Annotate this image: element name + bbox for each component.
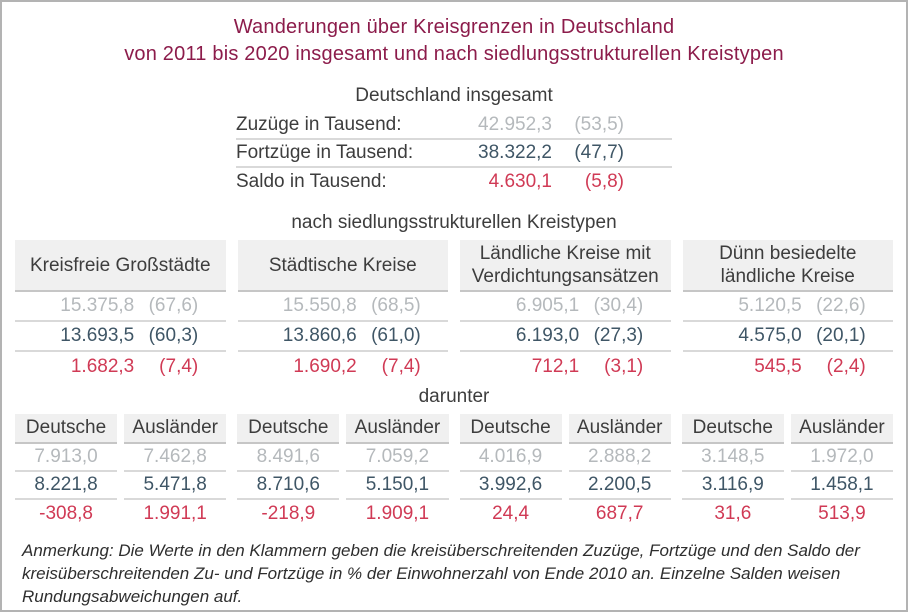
footnote: Anmerkung: Die Werte in den Klammern geben die kreisüberschreitenden Zuzüge, Fortzüge und den Saldo der kreisüberschreitenden Zu- und Fortzüge in % der Einwohnerzahl von Ende 2010 an. Einzelne Salden weisen Rundungsabweichungen auf.: [22, 541, 860, 606]
subcolumn-header: Ausländer: [569, 414, 671, 444]
subcolumn-header: Ausländer: [346, 414, 448, 444]
saldo-value: 513,9: [818, 503, 866, 524]
darunter-group-1: [15, 414, 226, 528]
fortzuege-row: [238, 322, 449, 352]
zuzuege-pct: (68,5): [371, 295, 421, 316]
zuzuege-row: [238, 292, 449, 322]
saldo-value: 24,4: [492, 503, 530, 524]
saldo-value: -308,8: [39, 503, 93, 524]
zuzuege-value: 42.952,3: [478, 114, 552, 135]
zuzuege-value: 15.550,8: [282, 295, 357, 316]
saldo-row: [15, 352, 226, 382]
saldo-value: 1.909,1: [365, 503, 430, 524]
saldo-row: [238, 352, 449, 382]
zuzuege-pct: (67,6): [148, 295, 199, 316]
germany-total-table: [236, 112, 672, 196]
column-kreisfreie-grossstaedte: [15, 240, 226, 382]
fortzuege-value: 2.200,5: [569, 472, 671, 500]
subcolumn-deutsche: [682, 414, 784, 528]
fortzuege-value: 13.860,6: [282, 325, 357, 346]
zuzuege-pct: (30,4): [593, 295, 644, 316]
fortzuege-pct: (61,0): [371, 325, 421, 346]
saldo-label: Saldo in Tausend:: [236, 171, 387, 192]
saldo-row: [236, 168, 672, 196]
fortzuege-value: 5.150,1: [346, 472, 448, 500]
saldo-pct: (7,4): [381, 356, 421, 377]
column-header: Städtische Kreise: [238, 240, 449, 292]
fortzuege-value: 6.193,0: [515, 325, 580, 346]
title-line-1: Wanderungen über Kreisgrenzen in Deutschland: [233, 16, 675, 38]
fortzuege-row: [683, 322, 894, 352]
saldo-row: [460, 352, 671, 382]
zuzuege-value: 4.016,9: [460, 444, 562, 472]
kreistypen-heading: nach siedlungsstrukturellen Kreistypen: [291, 212, 617, 233]
fortzuege-pct: (27,3): [593, 325, 644, 346]
saldo-value: 687,7: [595, 503, 644, 524]
saldo-value: 545,5: [754, 356, 802, 377]
fortzuege-pct: (20,1): [816, 325, 866, 346]
saldo-pct: (5,8): [584, 171, 624, 192]
subcolumn-auslaender: [124, 414, 226, 528]
zuzuege-row: [460, 292, 671, 322]
zuzuege-value: 8.491,6: [237, 444, 339, 472]
column-duenn-besiedelte-kreise: [683, 240, 894, 382]
subcolumn-auslaender: [346, 414, 448, 528]
darunter-group-4: [682, 414, 893, 528]
saldo-pct: (2,4): [826, 356, 866, 377]
zuzuege-row: [236, 112, 672, 140]
saldo-value: 1.690,2: [293, 356, 357, 377]
darunter-columns: [15, 414, 893, 528]
fortzuege-value: 38.322,2: [478, 142, 552, 163]
subcolumn-deutsche: [460, 414, 562, 528]
zuzuege-value: 15.375,8: [60, 295, 135, 316]
fortzuege-pct: (60,3): [148, 325, 199, 346]
saldo-value: -218,9: [261, 503, 316, 524]
fortzuege-value: 3.116,9: [682, 472, 784, 500]
zuzuege-label: Zuzüge in Tausend:: [236, 114, 402, 135]
darunter-group-2: [237, 414, 448, 528]
germany-total-heading: Deutschland insgesamt: [355, 85, 553, 106]
saldo-pct: (7,4): [159, 356, 199, 377]
saldo-value: 712,1: [531, 356, 580, 377]
zuzuege-row: [683, 292, 894, 322]
zuzuege-value: 2.888,2: [569, 444, 671, 472]
zuzuege-value: 6.905,1: [515, 295, 580, 316]
subcolumn-header: Ausländer: [791, 414, 893, 444]
column-header: Dünn besiedelte ländliche Kreise: [683, 240, 894, 292]
zuzuege-value: 3.148,5: [682, 444, 784, 472]
subcolumn-auslaender: [791, 414, 893, 528]
subcolumn-header: Deutsche: [682, 414, 784, 444]
subcolumn-header: Deutsche: [460, 414, 562, 444]
fortzuege-value: 8.710,6: [237, 472, 339, 500]
saldo-pct: (3,1): [604, 356, 644, 377]
fortzuege-value: 1.458,1: [791, 472, 893, 500]
column-header: Kreisfreie Großstädte: [15, 240, 226, 292]
column-header: Ländliche Kreise mit Verdichtungsansätzen: [460, 240, 671, 292]
fortzuege-row: [460, 322, 671, 352]
saldo-value: 1.682,3: [70, 356, 135, 377]
fortzuege-pct: (47,7): [574, 142, 624, 163]
saldo-row: [683, 352, 894, 382]
zuzuege-value: 7.913,0: [15, 444, 117, 472]
column-staedtische-kreise: [238, 240, 449, 382]
fortzuege-label: Fortzüge in Tausend:: [236, 142, 414, 163]
saldo-value: 1.991,1: [143, 503, 207, 524]
fortzuege-row: [15, 322, 226, 352]
column-laendliche-kreise-verdichtung: [460, 240, 671, 382]
fortzuege-value: 5.471,8: [124, 472, 226, 500]
darunter-heading: darunter: [418, 386, 490, 407]
fortzuege-value: 8.221,8: [15, 472, 117, 500]
fortzuege-value: 3.992,6: [460, 472, 562, 500]
subcolumn-deutsche: [15, 414, 117, 528]
saldo-value: 31,6: [714, 503, 752, 524]
subcolumn-auslaender: [569, 414, 671, 528]
subcolumn-deutsche: [237, 414, 339, 528]
subcolumn-header: Deutsche: [15, 414, 117, 444]
fortzuege-value: 13.693,5: [60, 325, 135, 346]
fortzuege-value: 4.575,0: [738, 325, 802, 346]
zuzuege-pct: (22,6): [816, 295, 866, 316]
page-title: [15, 14, 893, 68]
zuzuege-pct: (53,5): [574, 114, 624, 135]
title-line-2: von 2011 bis 2020 insgesamt und nach siedlungsstrukturellen Kreistypen: [124, 43, 784, 65]
zuzuege-value: 7.462,8: [124, 444, 226, 472]
zuzuege-value: 1.972,0: [791, 444, 893, 472]
saldo-value: 4.630,1: [488, 171, 552, 192]
subcolumn-header: Deutsche: [237, 414, 339, 444]
darunter-group-3: [460, 414, 671, 528]
fortzuege-row: [236, 140, 672, 168]
zuzuege-value: 7.059,2: [346, 444, 448, 472]
zuzuege-value: 5.120,5: [738, 295, 802, 316]
subcolumn-header: Ausländer: [124, 414, 226, 444]
zuzuege-row: [15, 292, 226, 322]
kreistypen-columns: [15, 240, 893, 382]
